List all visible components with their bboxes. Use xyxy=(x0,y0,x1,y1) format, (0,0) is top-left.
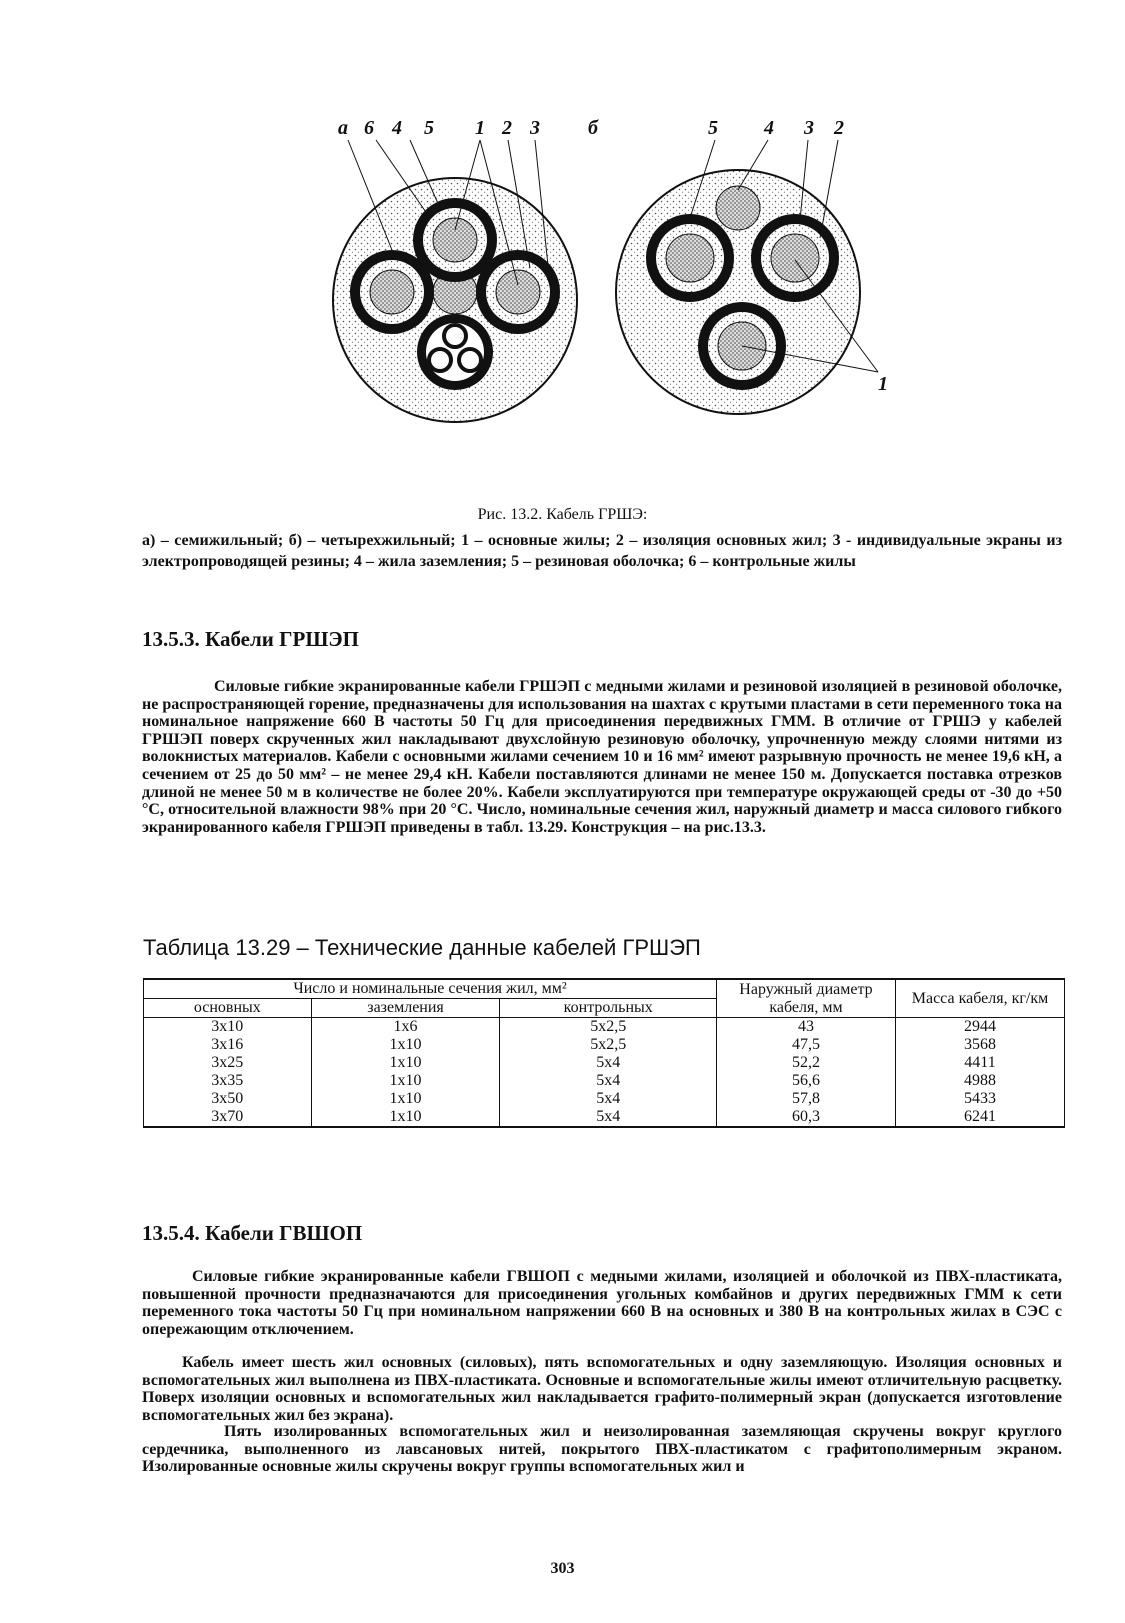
cell-ground: 1х10 xyxy=(311,1036,500,1054)
label-a-3: 3 xyxy=(530,117,540,139)
section-heading-grshep: 13.5.3. Кабели ГРШЭП xyxy=(142,627,359,651)
table-row xyxy=(144,1054,1065,1072)
cell-mass: 4988 xyxy=(896,1072,1065,1090)
label-a-5: 5 xyxy=(424,117,434,139)
label-b-3: 3 xyxy=(804,117,814,139)
cell-diameter: 60,3 xyxy=(717,1108,896,1127)
table-row xyxy=(144,1072,1065,1090)
page-number: 303 xyxy=(550,1560,575,1577)
col-mass: Масса кабеля, кг/км xyxy=(896,979,1065,1018)
col-ground: заземления xyxy=(311,999,500,1018)
section-paragraph-gvshop-3: Пять изолированных вспомогательных жил и неизолированная заземляющая скручены вокруг круглого сердечника, выполненного из лавсановых нитей, покрытого ПВХ-пластикатом с графитополимерным экраном. Изолированные основные жилы скручены вокруг группы вспомогательных жил и xyxy=(142,1423,1062,1476)
cell-ground: 1х10 xyxy=(311,1108,500,1127)
section-paragraph-gvshop-1: Силовые гибкие экранированные кабели ГВШОП с медными жилами, изоляцией и оболочкой из ПВХ-пластиката, повышенной прочности предназначаются для присоединения угольных комбайнов и других передвижных ГММ к сети переменного тока частоты 50 Гц при номинальном напряжении 660 В на основных и 380 В на контрольных жилах в СЭС с опережающим отключением. xyxy=(142,1268,1062,1338)
cell-diameter: 43 xyxy=(717,1018,896,1037)
cell-control: 5х2,5 xyxy=(500,1018,717,1037)
label-b-4: 4 xyxy=(764,117,774,139)
specs-table xyxy=(143,978,1065,1128)
col-diameter: Наружный диаметр кабеля, мм xyxy=(717,979,896,1018)
cell-mass: 2944 xyxy=(896,1018,1065,1037)
cable-a-seven-core xyxy=(333,140,577,422)
cell-mass: 3568 xyxy=(896,1036,1065,1054)
cell-ground: 1х6 xyxy=(311,1018,500,1037)
cell-mass: 6241 xyxy=(896,1108,1065,1127)
section-paragraph-gvshop-2: Кабель имеет шесть жил основных (силовых), пять вспомогательных и одну заземляющую. Изоляция основных и вспомогательных жил выполнена из ПВХ-пластиката. Основные и вспомогательные жилы имеют отличительную расцветку. Поверх изоляции основных и вспомогательных жил накладывается графито-полимерный экран (допускается изготовление вспомогательных жил без экрана). xyxy=(142,1354,1062,1424)
group-header: Число и номинальные сечения жил, мм² xyxy=(144,979,717,999)
cell-diameter: 47,5 xyxy=(717,1036,896,1054)
cell-main: 3х16 xyxy=(144,1036,312,1054)
cell-main: 3х35 xyxy=(144,1072,312,1090)
label-a-4: 4 xyxy=(392,117,402,139)
col-control: контрольных xyxy=(500,999,717,1018)
label-b-2: 2 xyxy=(834,117,844,139)
cell-diameter: 56,6 xyxy=(717,1072,896,1090)
col-main: основных xyxy=(144,999,312,1018)
label-b-5: 5 xyxy=(708,117,718,139)
cell-ground: 1х10 xyxy=(311,1072,500,1090)
figure-caption-title: Рис. 13.2. Кабель ГРШЭ: xyxy=(477,506,648,523)
cell-diameter: 52,2 xyxy=(717,1054,896,1072)
cable-cross-section-figure xyxy=(330,110,950,450)
table-row xyxy=(144,1108,1065,1127)
label-a-2: 2 xyxy=(502,117,512,139)
cell-control: 5х4 xyxy=(500,1108,717,1127)
cable-b-four-core xyxy=(616,140,878,414)
label-a-6: 6 xyxy=(364,117,374,139)
figure-caption-text: а) – семижильный; б) – четырехжильный; 1 – основные жилы; 2 – изоляция основных жил; 3 - индивидуальные экраны из электропроводящей резины; 4 – жила заземления; 5 – резиновая оболочка; 6 – контрольные жилы xyxy=(142,532,1062,570)
table-row xyxy=(144,1036,1065,1054)
section-paragraph-grshep: Силовые гибкие экранированные кабели ГРШЭП с медными жилами и резиновой изоляцией в резиновой оболочке, не распространяющей горение, предназначены для использования на шахтах с крутыми пластами в сети переменного тока на номинальное напряжение 660 В частоты 50 Гц для присоединения передвижных ГММ. В отличие от ГРШЭ у кабелей ГРШЭП поверх скрученных жил накладывают двухслойную резиновую оболочку, упрочненную между слоями нитями из волокнистых материалов. Кабели с основными жилами сечением 10 и 16 мм² имеют разрывную прочность не менее 19,6 кН, а сечением от 25 до 50 мм² – не менее 29,4 кН. Кабели поставляются длинами не менее 150 м. Допускается поставка отрезков длиной не менее 50 м в количестве не более 20%. Кабели эксплуатируются при температуре окружающей среды от -30 до +50 °С, относительной влажности 98% при 20 °С. Число, номинальные сечения жил, наружный диаметр и масса силового гибкого экранированного кабеля ГРШЭП приведены в табл. 13.29. Конструкция – на рис.13.3. xyxy=(142,678,1062,836)
label-a: а xyxy=(338,117,348,139)
cell-control: 5х2,5 xyxy=(500,1036,717,1054)
section-heading-gvshop: 13.5.4. Кабели ГВШОП xyxy=(142,1221,363,1245)
label-b-1: 1 xyxy=(878,373,888,395)
cell-main: 3х50 xyxy=(144,1090,312,1108)
cell-main: 3х25 xyxy=(144,1054,312,1072)
label-b: б xyxy=(588,117,598,139)
cell-control: 5х4 xyxy=(500,1072,717,1090)
table-title: Таблица 13.29 – Технические данные кабелей ГРШЭП xyxy=(143,935,701,960)
cell-mass: 4411 xyxy=(896,1054,1065,1072)
cell-control: 5х4 xyxy=(500,1054,717,1072)
cell-ground: 1х10 xyxy=(311,1090,500,1108)
table-row xyxy=(144,1090,1065,1108)
cable-diagram xyxy=(330,110,950,450)
cell-control: 5х4 xyxy=(500,1090,717,1108)
cell-mass: 5433 xyxy=(896,1090,1065,1108)
table-body xyxy=(144,1018,1065,1128)
label-a-1: 1 xyxy=(475,117,485,139)
cell-main: 3х10 xyxy=(144,1018,312,1037)
cell-ground: 1х10 xyxy=(311,1054,500,1072)
table-row xyxy=(144,1018,1065,1037)
cell-diameter: 57,8 xyxy=(717,1090,896,1108)
cell-main: 3х70 xyxy=(144,1108,312,1127)
